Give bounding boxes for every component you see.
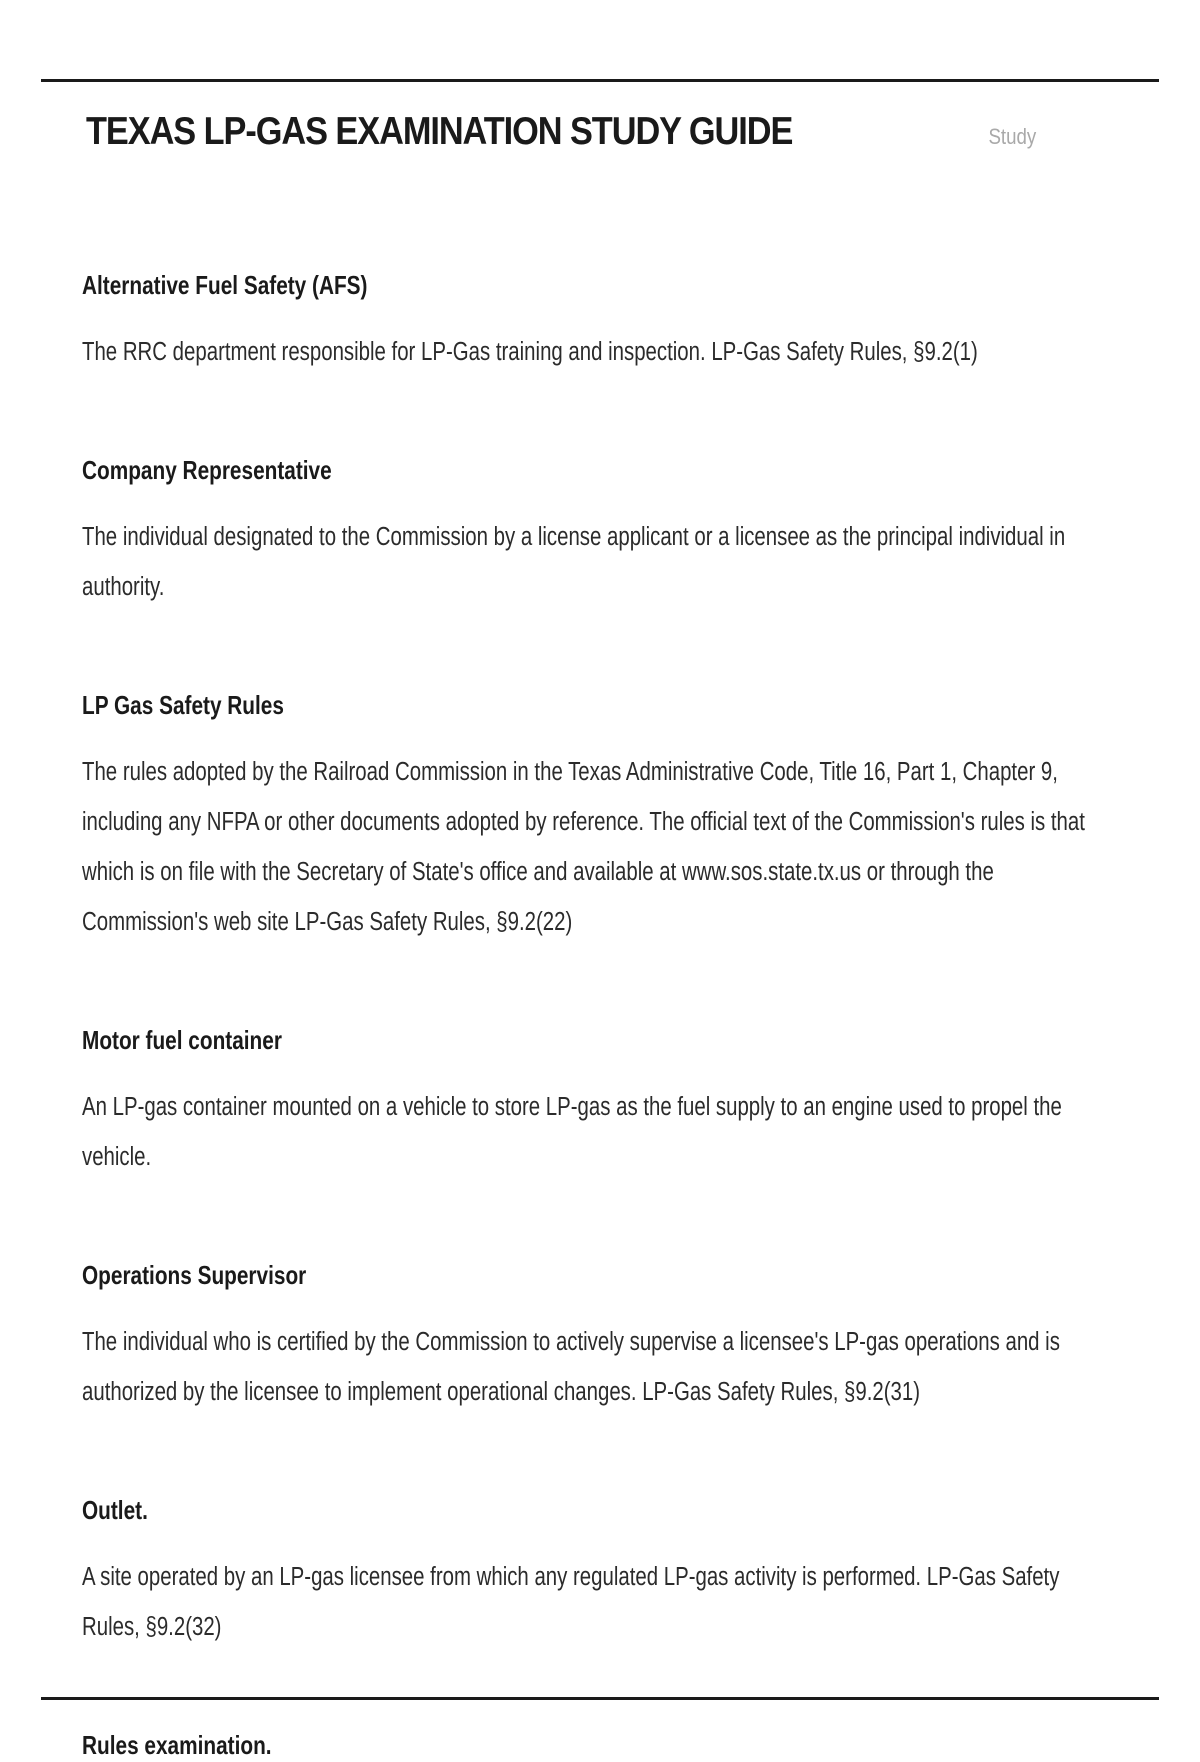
entry-definition: The individual who is certified by the Commission to actively supervise a licensee's LP-gas operations and is authorized by the licensee to implement operational changes. LP-Gas Safety Rules, §9.2(31) [82, 1328, 1060, 1406]
glossary-entry [82, 1493, 1092, 1652]
glossary-entry [82, 453, 1092, 612]
entry-term: Operations Supervisor [82, 1260, 307, 1290]
entry-term: Motor fuel container [82, 1025, 282, 1055]
entry-term: Outlet. [82, 1495, 148, 1525]
glossary-entry [82, 688, 1092, 947]
entry-definition: The individual designated to the Commission by a license applicant or a licensee as the principal individual in authority. [82, 523, 1066, 601]
glossary-entry [82, 1023, 1092, 1182]
entry-term: LP Gas Safety Rules [82, 690, 284, 720]
entry-definition: A site operated by an LP-gas licensee from which any regulated LP-gas activity is performed. LP-Gas Safety Rules, §9.2(32) [82, 1563, 1060, 1641]
glossary-entries [82, 268, 1092, 1762]
entry-definition: An LP-gas container mounted on a vehicle to store LP-gas as the fuel supply to an engine used to propel the vehicle. [82, 1093, 1062, 1171]
entry-term: Alternative Fuel Safety (AFS) [82, 270, 368, 300]
entry-term: Rules examination. [82, 1730, 272, 1760]
glossary-entry [82, 1258, 1092, 1417]
entry-definition: The RRC department responsible for LP-Gas training and inspection. LP-Gas Safety Rules, §9.2(1) [82, 338, 978, 366]
glossary-entry [82, 1728, 1092, 1762]
document-title: TEXAS LP-GAS EXAMINATION STUDY GUIDE [86, 110, 793, 153]
study-tag: Study [988, 124, 1036, 149]
entry-definition: The rules adopted by the Railroad Commission in the Texas Administrative Code, Title 16, Part 1, Chapter 9, including any NFPA or other documents adopted by reference. The official text of the Commission's rules is that which is on file with the Secretary of State's office and available at www.sos.state.tx.us or through the Commission's web site LP-Gas Safety Rules, §9.2(22) [82, 758, 1085, 936]
entry-term: Company Representative [82, 455, 332, 485]
document-header [86, 110, 1036, 170]
glossary-entry [82, 268, 1092, 377]
top-divider [41, 79, 1159, 82]
